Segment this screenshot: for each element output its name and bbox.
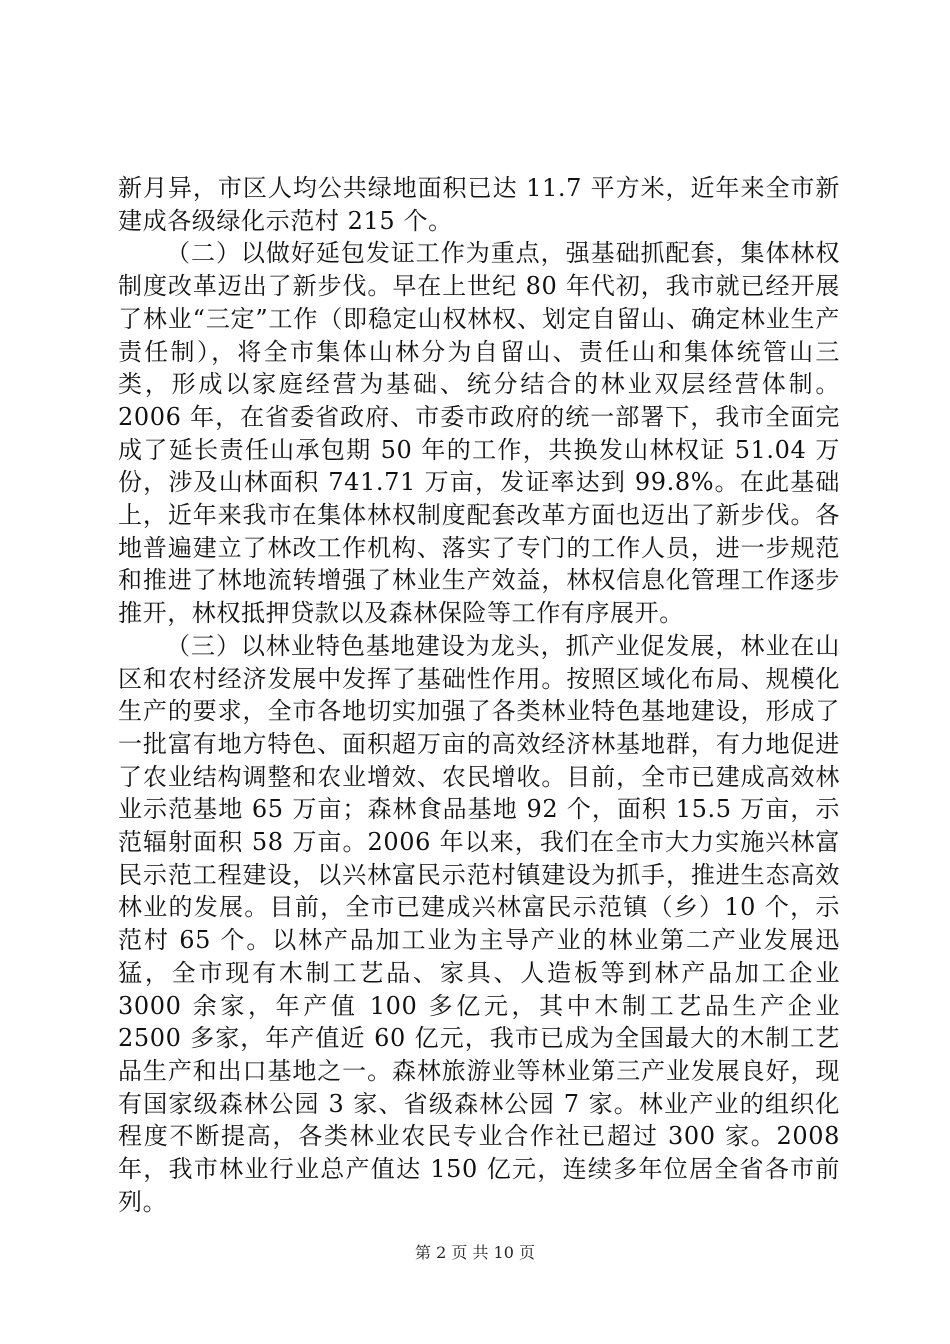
document-body xyxy=(118,172,840,1219)
paragraph-3: （三）以林业特色基地建设为龙头，抓产业促发展，林业在山区和农村经济发展中发挥了基础性作用。按照区域化布局、规模化生产的要求，全市各地切实加强了各类林业特色基地建设，形成了一批富有地方特色、面积超万亩的高效经济林基地群，有力地促进了农业结构调整和农业增效、农民增收。目前，全市已建成高效林业示范基地 65 万亩；森林食品基地 92 个，面积 15.5 万亩，示范辐射面积 58 万亩。2006 年以来，我们在全市大力实施兴林富民示范工程建设，以兴林富民示范村镇建设为抓手，推进生态高效林业的发展。目前，全市已建成兴林富民示范镇（乡）10 个，示范村 65 个。以林产品加工业为主导产业的林业第二产业发展迅猛，全市现有木制工艺品、家具、人造板等到林产品加工企业 3000 余家，年产值 100 多亿元，其中木制工艺品生产企业 2500 多家，年产值近 60 亿元，我市已成为全国最大的木制工艺品生产和出口基地之一。森林旅游业等林业第三产业发展良好，现有国家级森林公园 3 家、省级森林公园 7 家。林业产业的组织化程度不断提高，各类林业农民专业合作社已超过 300 家。2008 年，我市林业行业总产值达 150 亿元，连续多年位居全省各市前列。 xyxy=(118,631,840,1216)
paragraph-1: 新月异，市区人均公共绿地面积已达 11.7 平方米，近年来全市新建成各级绿化示范村 215 个。 xyxy=(118,174,840,235)
paragraph-2: （二）以做好延包发证工作为重点，强基础抓配套，集体林权制度改革迈出了新步伐。早在上世纪 80 年代初，我市就已经开展了林业“三定”工作（即稳定山权林权、划定自留山、确定林业生产责任制），将全市集体山林分为自留山、责任山和集体统管山三类，形成以家庭经营为基础、统分结合的林业双层经营体制。2006 年，在省委省政府、市委市政府的统一部署下，我市全面完成了延长责任山承包期 50 年的工作，共换发山林权证 51.04 万份，涉及山林面积 741.71 万亩，发证率达到 99.8%。在此基础上，近年来我市在集体林权制度配套改革方面也迈出了新步伐。各地普遍建立了林改工作机构、落实了专门的工作人员，进一步规范和推进了林地流转增强了林业生产效益，林权信息化管理工作逐步推开，林权抵押贷款以及森林保险等工作有序展开。 xyxy=(118,239,840,628)
page-number-label: 第 2 页 共 10 页 xyxy=(415,1243,535,1262)
page-footer xyxy=(0,1243,950,1263)
